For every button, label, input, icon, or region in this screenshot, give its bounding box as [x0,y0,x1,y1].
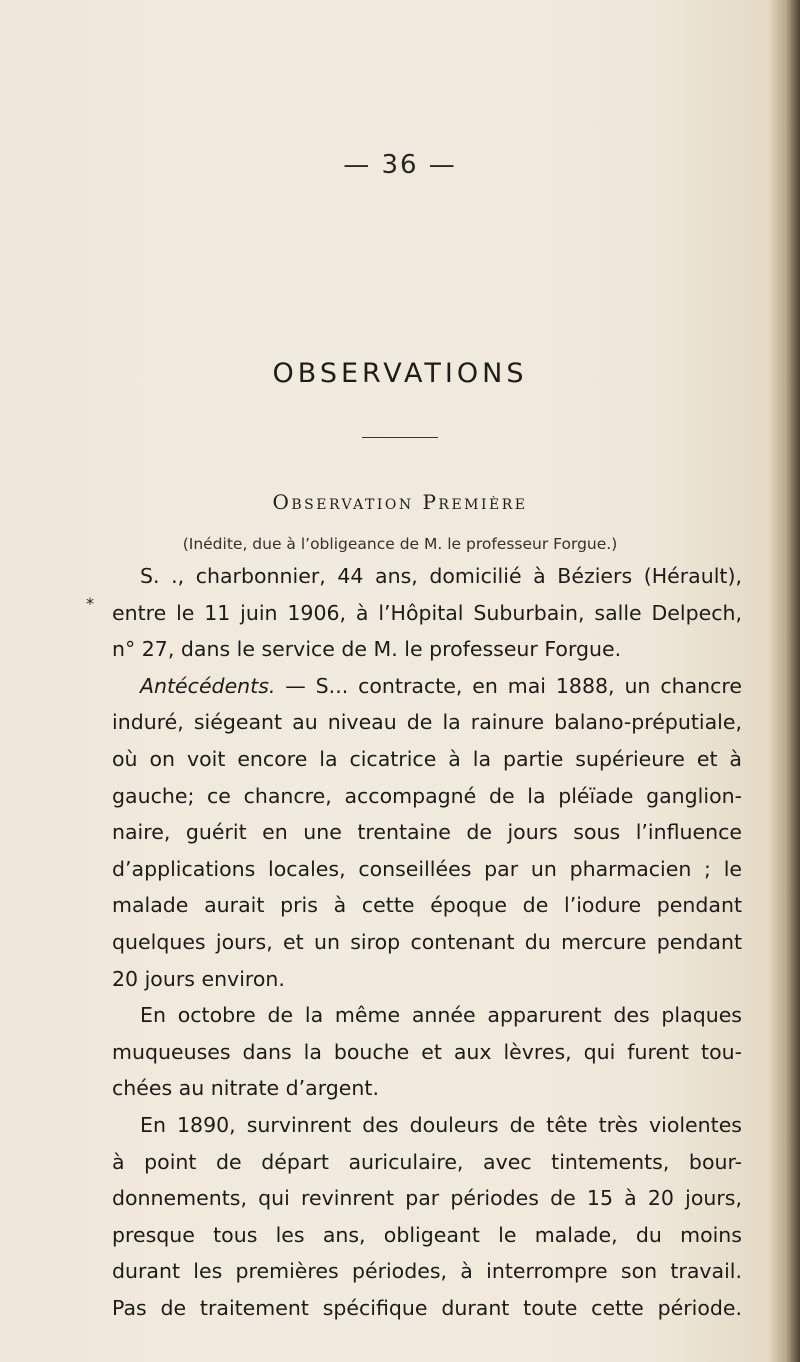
text-line [112,851,742,888]
line-text: Pas de traitement spécifique durant toute cette période. [112,1295,742,1320]
line-text: entre le 11 juin 1906, à l’Hôpital Suburbain, salle Delpech, [112,600,742,625]
line-text: donnements, qui revinrent par périodes de 15 à 20 jours, [112,1186,742,1211]
text-line [112,1070,742,1107]
text-line [112,997,742,1034]
line-text: n° 27, dans le service de M. le professeur Forgue. [112,637,622,662]
title-rule [362,437,438,438]
observation-body [112,558,742,1326]
margin-mark: * [86,594,94,613]
line-text: malade aurait pris à cette époque de l’iodure pendant [112,893,742,918]
page-number: — 36 — [343,150,457,180]
line-text: naire, guérit en une trentaine de jours sous l’influence [112,820,742,845]
observation-subtitle: (Inédite, due à l’obligeance de M. le professeur Forgue.) [182,535,618,553]
line-text: presque tous les ans, obligeant le malade, du moins [112,1222,742,1247]
line-text: où on voit encore la cicatrice à la partie supérieure et à [112,746,742,771]
line-text: quelques jours, et un sirop contenant du mercure pendant [112,929,742,954]
line-text: muqueuses dans la bouche et aux lèvres, qui furent tou- [112,1039,742,1064]
text-line [112,814,742,851]
text-line [112,1217,742,1254]
text-line [112,1253,742,1290]
line-text: à point de départ auriculaire, avec tintements, bour- [112,1149,742,1174]
text-line [112,741,742,778]
text-line [112,1290,742,1327]
text-line [112,631,742,668]
line-text: En octobre de la même année apparurent des plaques [140,1003,742,1028]
text-line [112,778,742,815]
observation-title: Observation Première [272,490,528,514]
line-text: d’applications locales, conseillées par un pharmacien ; le [112,856,742,881]
text-line [112,595,742,632]
text-line [112,1144,742,1181]
line-text: S. ., charbonnier, 44 ans, domicilié à Béziers (Hérault), [140,564,742,588]
text-line [112,961,742,998]
page-edge-shadow [768,0,800,1362]
text-line [112,1034,742,1071]
line-text: 20 jours environ. [112,966,285,991]
text-line [112,1180,742,1217]
line-text: En 1890, survinrent des douleurs de tête très violentes [140,1112,742,1137]
text-line [112,704,742,741]
line-text: induré, siégeant au niveau de la rainure balano-préputiale, [112,710,742,735]
text-line [112,558,742,595]
line-text: chées au nitrate d’argent. [112,1076,379,1101]
line-text: gauche; ce chancre, accompagné de la pléïade ganglion- [112,783,742,808]
text-line [112,887,742,924]
line-text: durant les premières périodes, à interrompre son travail. [112,1259,742,1284]
text-line [112,1107,742,1144]
section-label: Antécédents. [140,673,276,698]
text-line [112,924,742,961]
line-text: — S... contracte, en mai 1888, un chancre [275,673,742,698]
section-title: OBSERVATIONS [272,358,528,389]
text-line [112,668,742,705]
